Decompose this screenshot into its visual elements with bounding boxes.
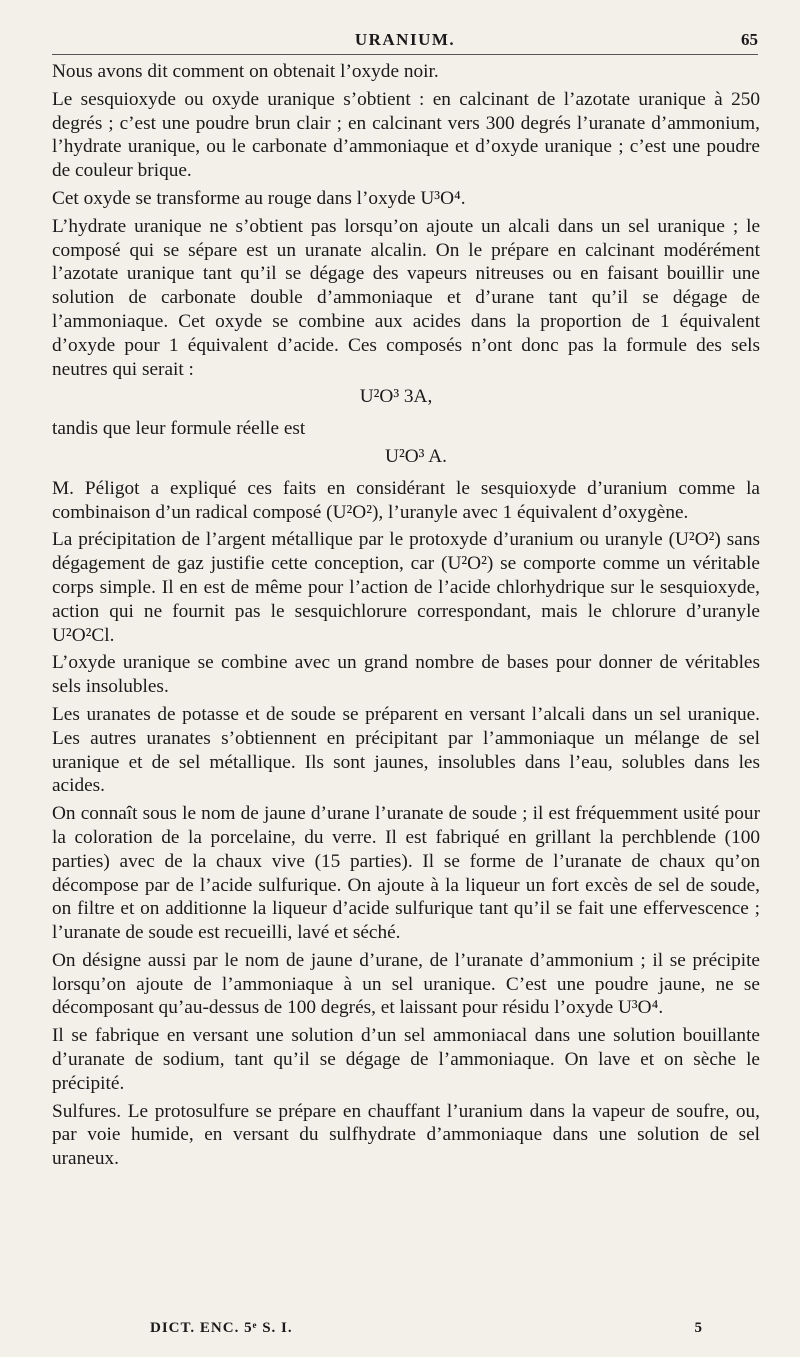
paragraph: Sulfures. Le protosulfure se prépare en chauffant l’uranium dans la vapeur de soufre, ou, par voie humide, en versant du sulfhydrate d’ammoniaque dans une solution de sel uraneux. <box>52 1100 760 1170</box>
running-header <box>52 28 758 55</box>
running-title: URANIUM. <box>354 30 456 49</box>
paragraph: M. Péligot a expliqué ces faits en considérant le sesquioxyde d’uranium comme la combinaison d’un radical composé (U²O²), l’uranyle avec 1 équivalent d’oxygène. <box>52 477 760 523</box>
paragraph: Il se fabrique en versant une solution d’un sel ammoniacal dans une solution bouillante d’uranate de sodium, tant qu’il se dégage de l’ammoniaque. On lave et on sèche le précipité. <box>52 1025 760 1094</box>
paragraph: L’oxyde uranique se combine avec un grand nombre de bases pour donner de véritables sels insolubles. <box>52 652 760 698</box>
page-number: 65 <box>741 30 758 49</box>
formula-real: U²O³ A. <box>385 445 447 467</box>
paragraph: Le sesquioxyde ou oxyde uranique s’obtient : en calcinant de l’azotate uranique à 250 degrés ; c’est une poudre brun clair ; en calcinant vers 300 degrés l’uranate d’ammonium, l’hydrate uranique, ou le carbonate d’ammoniaque et d’oxyde uranique ; c’est une poudre de couleur brique. <box>52 88 760 182</box>
paragraph: L’hydrate uranique ne s’obtient pas lorsqu’on ajoute un alcali dans un sel uranique ; le composé qui se sépare est un uranate alcalin. On le prépare en calcinant modérément l’azotate uranique tant qu’il se dégage des vapeurs nitreuses ou en faisant bouillir une solution de carbonate double d’ammoniaque et d’urane tant qu’il se dégage de l’ammoniaque. Cet oxyde se combine aux acides dans la proportion de 1 équivalent d’oxyde pour 1 équivalent d’acide. Ces composés n’ont donc pas la formule des sels neutres qui serait : <box>52 215 760 380</box>
signature-mark: DICT. ENC. 5ᵉ S. I. <box>150 1320 293 1336</box>
formula-neutral-salt: U²O³ 3A, <box>359 386 433 408</box>
body-text <box>52 60 760 1175</box>
paragraph: Nous avons dit comment on obtenait l’oxyde noir. <box>52 61 439 82</box>
paragraph: Les uranates de potasse et de soude se préparent en versant l’alcali dans un sel uranique. Les autres uranates s’obtiennent en précipitant par l’ammoniaque un mélange de sel uranique et de sel métallique. Ils sont jaunes, insolubles dans l’eau, solubles dans les acides. <box>52 703 760 797</box>
paragraph: Cet oxyde se transforme au rouge dans l’oxyde U³O⁴. <box>52 187 466 209</box>
paragraph: tandis que leur formule réelle est <box>52 418 306 440</box>
paragraph: On désigne aussi par le nom de jaune d’urane, de l’uranate d’ammonium ; il se précipite lorsqu’on ajoute de l’ammoniaque à un sel uranique. C’est une poudre jaune, ne se décomposant qu’au-dessus de 100 degrés, et laissant pour résidu l’oxyde U³O⁴. <box>52 949 760 1019</box>
signature-number: 5 <box>694 1320 702 1336</box>
paragraph: On connaît sous le nom de jaune d’urane l’uranate de soude ; il est fréquemment usité pour la coloration de la porcelaine, du verre. Il est fabriqué en grillant la perchblende (100 parties) avec de la chaux vive (15 parties). Il se forme de l’uranate de chaux qu’on décompose par de l’acide sulfurique. On ajoute à la liqueur un fort excès de sel de soude, on filtre et on additionne la liqueur d’acide sulfurique tant qu’il se fait une effervescence ; l’uranate de soude est recueilli, lavé et séché. <box>52 803 760 944</box>
paragraph: La précipitation de l’argent métallique par le protoxyde d’uranium ou uranyle (U²O²) sans dégagement de gaz justifie cette conception, car (U²O²) se comporte comme un véritable corps simple. Il en est de même pour l’action de l’acide chlorhydrique sur le sesquioxyde, action qui ne fournit pas le sesquichlorure correspondant, mais le chlorure d’uranyle U²O²Cl. <box>52 529 760 646</box>
